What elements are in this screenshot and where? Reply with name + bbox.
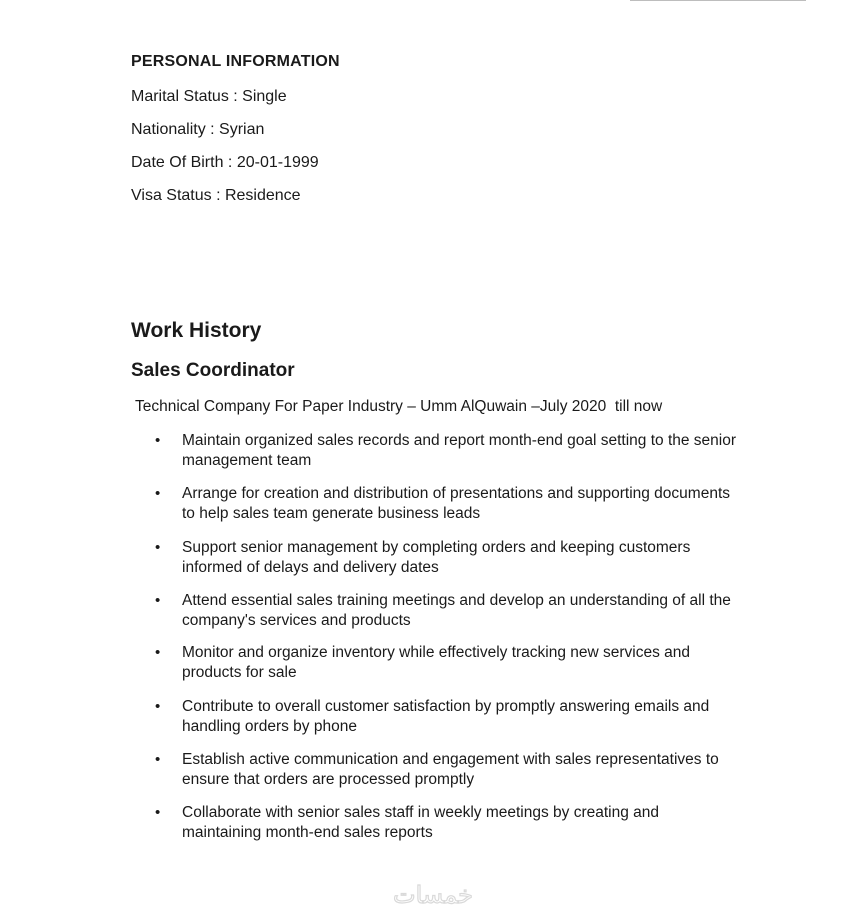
bullet-icon: • <box>155 539 161 556</box>
company-line: Technical Company For Paper Industry – Umm AlQuwain –July 2020 till now <box>135 398 663 415</box>
nationality: Nationality : Syrian <box>131 121 265 138</box>
duty-text: Support senior management by completing orders and keeping customers informed of delays and delivery dates <box>182 539 691 576</box>
personal-info-heading: PERSONAL INFORMATION <box>131 53 340 70</box>
watermark-text: خمسات <box>392 881 474 909</box>
bullet-icon: • <box>155 485 161 502</box>
date-of-birth: Date Of Birth : 20-01-1999 <box>131 154 319 171</box>
duty-text: Attend essential sales training meetings and develop an understanding of all the company's services and products <box>182 592 731 629</box>
work-history-heading: Work History <box>131 319 262 342</box>
duty-text: Arrange for creation and distribution of presentations and supporting documents to help sales team generate business leads <box>182 485 731 522</box>
watermark-logo <box>378 878 488 912</box>
duty-text: Maintain organized sales records and report month-end goal setting to the senior management team <box>182 432 737 469</box>
bullet-icon: • <box>155 592 161 609</box>
duty-text: Monitor and organize inventory while effectively tracking new services and products for sale <box>182 644 691 681</box>
duty-text: Contribute to overall customer satisfaction by promptly answering emails and handling orders by phone <box>182 698 710 735</box>
visa-status: Visa Status : Residence <box>131 187 301 204</box>
bullet-icon: • <box>155 698 161 715</box>
duty-text: Collaborate with senior sales staff in weekly meetings by creating and maintaining month-end sales reports <box>182 804 660 841</box>
bullet-icon: • <box>155 432 161 449</box>
marital-status: Marital Status : Single <box>131 88 287 105</box>
duty-text: Establish active communication and engagement with sales representatives to ensure that orders are processed promptly <box>182 751 719 788</box>
bullet-icon: • <box>155 644 161 661</box>
bullet-icon: • <box>155 751 161 768</box>
top-divider <box>630 0 806 1</box>
bullet-icon: • <box>155 804 161 821</box>
job-title: Sales Coordinator <box>131 360 295 381</box>
